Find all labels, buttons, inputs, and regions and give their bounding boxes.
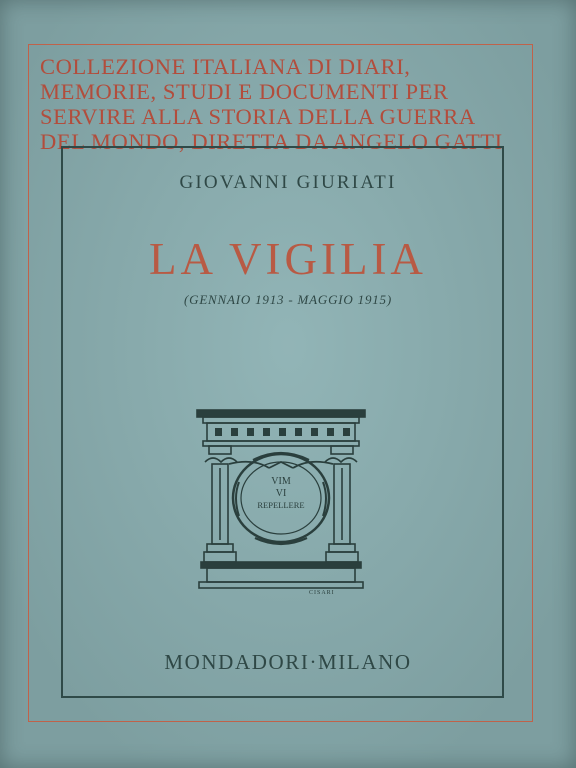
series-line: MEMORIE, STUDI E DOCUMENTI PER (40, 79, 449, 104)
emblem-motto-line: REPELLERE (257, 500, 305, 510)
printer-mark-emblem (195, 406, 367, 596)
emblem-motto-line: VIM (271, 476, 291, 487)
author-name: GIOVANNI GIURIATI (179, 172, 397, 193)
emblem-motto-line: VI (275, 488, 287, 499)
emblem-signature: CISARI (309, 590, 335, 596)
series-line: COLLEZIONE ITALIANA DI DIARI, (40, 54, 411, 79)
book-title: LA VIGILIA (149, 234, 427, 284)
series-line: SERVIRE ALLA STORIA DELLA GUERRA (40, 104, 476, 129)
publisher-imprint: MONDADORI·MILANO (164, 650, 412, 674)
book-subtitle: (GENNAIO 1913 - MAGGIO 1915) (184, 292, 392, 307)
series-line: DEL MONDO, DIRETTA DA ANGELO GATTI (40, 129, 503, 154)
series-title (40, 54, 524, 154)
